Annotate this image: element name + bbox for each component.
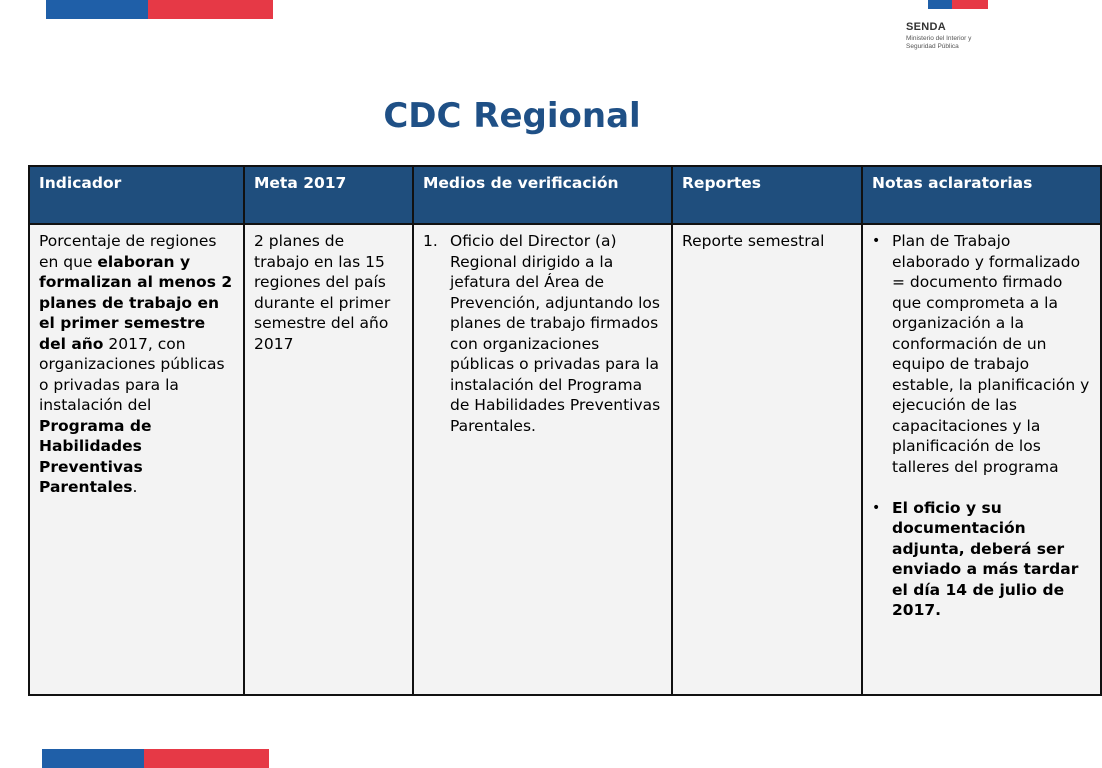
header-meta: Meta 2017 [244, 166, 413, 224]
table-header-row [29, 166, 1101, 224]
table-row [29, 224, 1101, 695]
header-reportes: Reportes [672, 166, 862, 224]
flag-stripe-blue-top [46, 0, 148, 19]
bullet-icon: • [872, 233, 881, 249]
item-number: 1. [423, 232, 438, 250]
note-text-bold: El oficio y su documentación adjunta, deberá ser enviado a más tardar el día 14 de julio de 2017. [892, 498, 1079, 619]
note-item [872, 498, 1091, 621]
cell-meta: 2 planes de trabajo en las 15 regiones del país durante el primer semestre del año 2017 [244, 224, 413, 695]
indicators-table [28, 165, 1102, 696]
flag-stripe-red-top [148, 0, 273, 19]
logo-flag-bars [928, 0, 988, 9]
bullet-icon: • [872, 499, 881, 516]
note-item [872, 231, 1091, 477]
page-title: CDC Regional [383, 96, 641, 136]
item-text: Oficio del Director (a) Regional dirigido a la jefatura del Área de Prevención, adjuntando los planes de trabajo firmados con organizaciones públicas o privadas para la instalación del Programa de Habilidades Preventivas Parentales. [450, 232, 661, 435]
note-text: Plan de Trabajo elaborado y formalizado = documento firmado que comprometa a la organización a la conformación de un equipo de trabajo estable, la planificación y ejecución de las capacitaciones y la planificación de los talleres del programa [892, 232, 1090, 476]
logo-subtitle: Ministerio del Interior y Seguridad Pública [906, 35, 972, 50]
flag-stripe-blue-bottom [42, 749, 144, 768]
cell-indicador: Porcentaje de regiones en que elaboran y formalizan al menos 2 planes de trabajo en el primer semestre del año 2017, con organizaciones públicas o privadas para la instalación del Programa de Habilidades Preventivas Parentales. [29, 224, 244, 695]
cell-reportes: Reporte semestral [672, 224, 862, 695]
cell-medios [413, 224, 672, 695]
header-notas: Notas aclaratorias [862, 166, 1101, 224]
flag-stripe-red-bottom [144, 749, 269, 768]
header-indicador: Indicador [29, 166, 244, 224]
logo-name: SENDA [906, 21, 947, 33]
cell-notas [862, 224, 1101, 695]
header-medios: Medios de verificación [413, 166, 672, 224]
numbered-item [423, 231, 662, 436]
